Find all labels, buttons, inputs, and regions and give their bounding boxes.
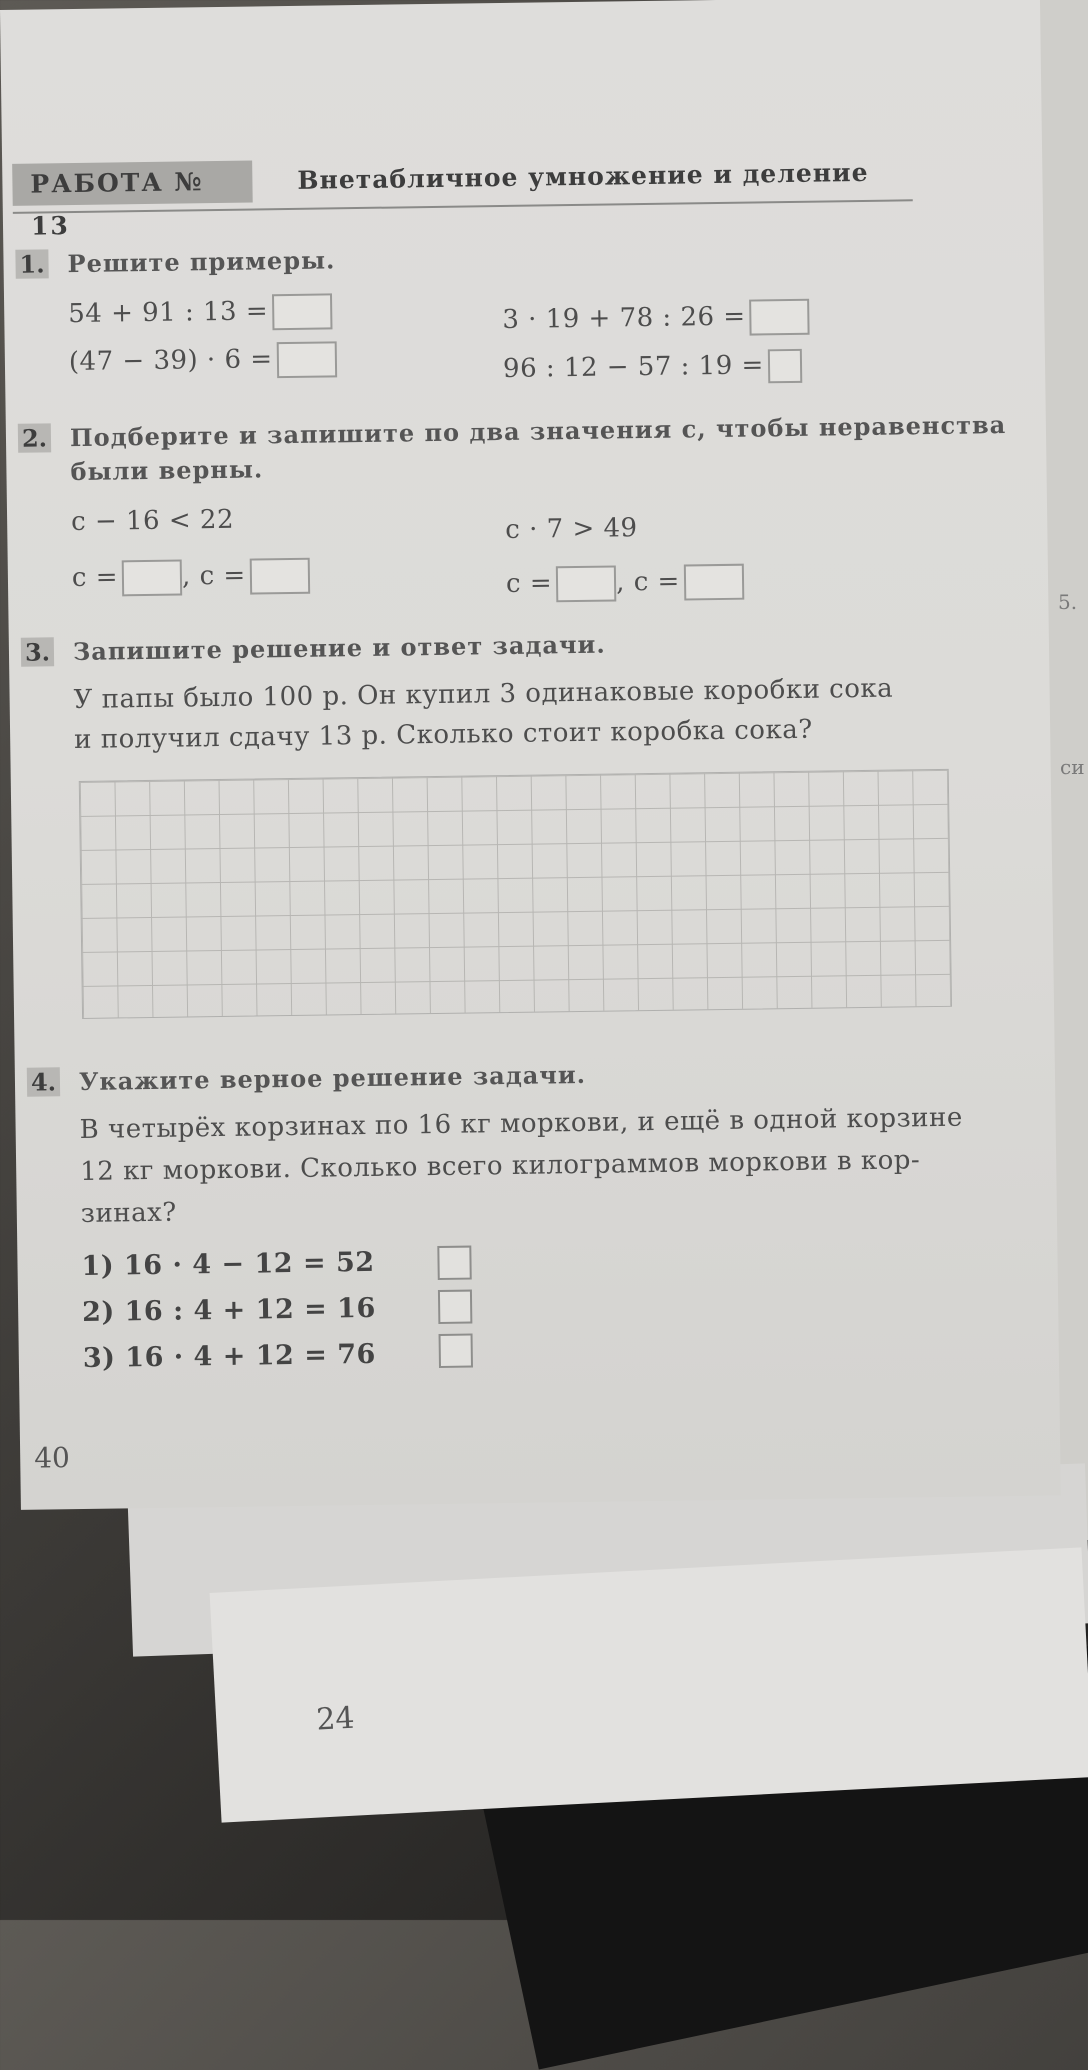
task-3-text-line-2: и получил сдачу 13 р. Сколько стоит коробка сока? [73, 714, 813, 756]
task-2-right-inequality: c · 7 > 49 [505, 513, 638, 545]
page-number: 40 [33, 1441, 71, 1475]
example-text: 54 + 91 : 13 = [68, 296, 269, 330]
adjacent-page-mark: 5. [1058, 590, 1078, 614]
task-2-title-line-2: были верны. [70, 454, 264, 487]
task-2-left-answers [72, 558, 310, 597]
answer-box[interactable] [768, 349, 802, 383]
task-4-option-3: 3) 16 · 4 + 12 = 76 [82, 1338, 377, 1374]
task-1-title: Решите примеры. [67, 245, 336, 279]
task-2-title-line-1: Подберите и запишите по два значения c, чтобы неравенства [69, 409, 1007, 453]
c-equals-label: c = [633, 566, 681, 598]
comma: , [615, 567, 626, 598]
adjacent-page-mark: си [1060, 755, 1085, 779]
back-page-2 [210, 1547, 1088, 1822]
option-1-checkbox[interactable] [437, 1246, 471, 1280]
answer-box[interactable] [249, 558, 309, 595]
work-header [12, 147, 913, 241]
option-2-checkbox[interactable] [438, 1290, 472, 1324]
task-4-number: 4. [27, 1067, 60, 1096]
answer-box[interactable] [684, 564, 744, 601]
c-equals-label: c = [199, 560, 246, 592]
answer-box[interactable] [122, 560, 182, 597]
example-text: 96 : 12 − 57 : 19 = [502, 350, 765, 385]
task-4-text-line-3: зинах? [80, 1197, 177, 1229]
c-equals-label: c = [505, 568, 553, 599]
task-4-text-line-2: 12 кг моркови. Сколько всего килограммов моркови в кор- [80, 1145, 921, 1187]
answer-box[interactable] [556, 565, 616, 602]
task-3-text-line-1: У папы было 100 р. Он купил 3 одинаковые коробки сока [73, 673, 894, 716]
answer-grid[interactable] [79, 769, 952, 1019]
task-3-number: 3. [21, 637, 54, 666]
task-4-text-line-1: В четырёх корзинах по 16 кг моркови, и ещё в одной корзине [79, 1102, 963, 1145]
task-1-example-4 [503, 349, 802, 387]
task-1-example-2 [69, 341, 337, 381]
example-text: (47 − 39) · 6 = [68, 344, 273, 378]
task-1-example-3 [502, 299, 810, 339]
comma: , [181, 561, 192, 592]
work-topic: Внетабличное умножение и деление [297, 157, 869, 195]
task-2-number: 2. [18, 423, 51, 452]
answer-box[interactable] [276, 341, 336, 378]
task-4-title: Укажите верное решение задачи. [78, 1059, 587, 1097]
task-4-option-2: 2) 16 : 4 + 12 = 16 [81, 1292, 376, 1328]
back-page-number: 24 [315, 1700, 356, 1738]
task-4-option-1: 1) 16 · 4 − 12 = 52 [81, 1246, 375, 1282]
example-text: 3 · 19 + 78 : 26 = [502, 301, 746, 336]
task-1-example-1 [68, 293, 332, 333]
work-number-badge: РАБОТА № 13 [12, 160, 253, 205]
answer-box[interactable] [272, 293, 332, 330]
answer-box[interactable] [749, 299, 809, 336]
c-equals-label: c = [71, 562, 119, 594]
task-3-title: Запишите решение и ответ задачи. [72, 629, 606, 667]
task-2-right-answers [506, 564, 744, 603]
task-2-left-inequality: c − 16 < 22 [70, 504, 235, 538]
task-1-number: 1. [15, 249, 48, 278]
option-3-checkbox[interactable] [439, 1334, 473, 1368]
